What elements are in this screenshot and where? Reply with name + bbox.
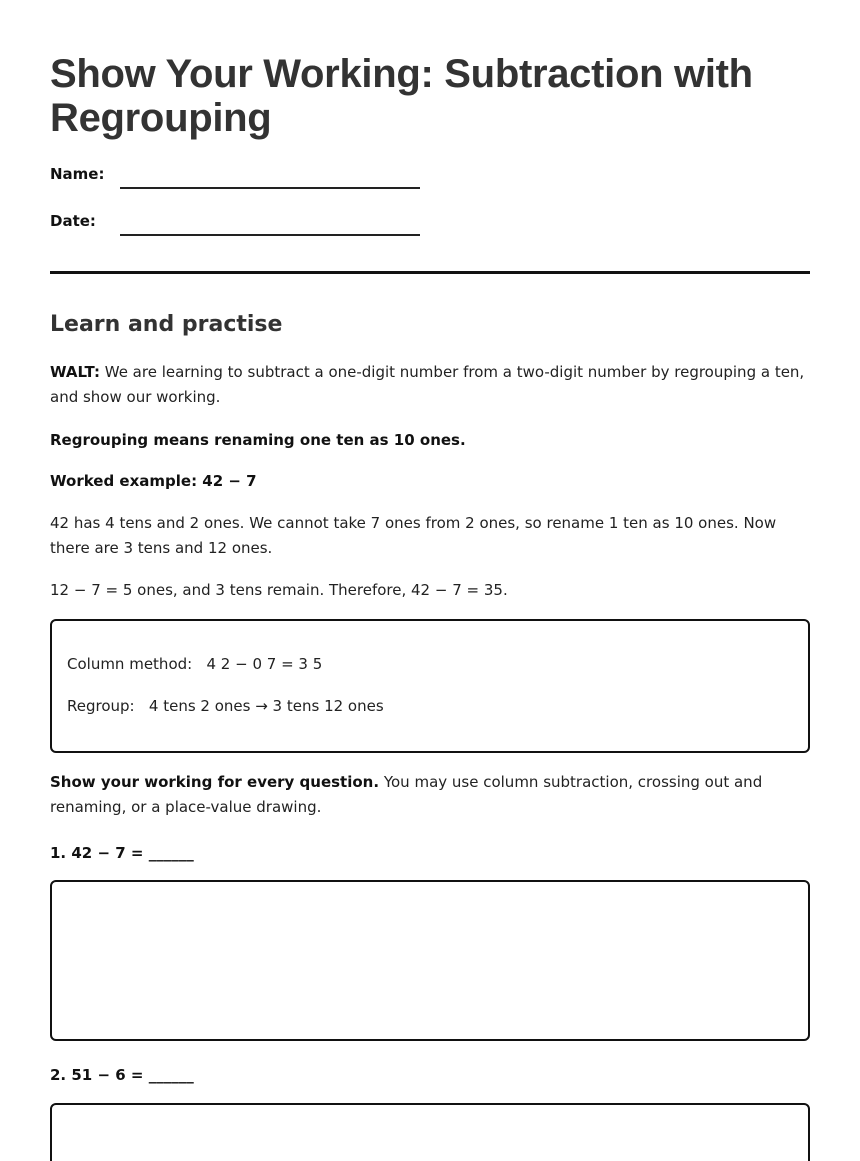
- question-2-answer-box[interactable]: [50, 1103, 810, 1161]
- question-1-answer-box[interactable]: [50, 880, 810, 1041]
- worked-example-title: Worked example: 42 − 7: [50, 472, 257, 490]
- explanation-paragraph: 42 has 4 tens and 2 ones. We cannot take 7 ones from 2 ones, so rename 1 ten as 10 ones. Now there are 3 tens and 12 ones.: [50, 514, 777, 557]
- question-1-label: 1. 42 − 7 = ______: [50, 844, 194, 862]
- walt-paragraph: [50, 360, 810, 410]
- instructions-rest: You may use column subtraction, crossing out and renaming, or a place-value drawing.: [50, 773, 763, 816]
- regroup-line: Regroup: 4 tens 2 ones → 3 tens 12 ones: [67, 697, 384, 715]
- instructions-paragraph: [50, 770, 810, 820]
- regroup-definition: Regrouping means renaming one ten as 10 ones.: [50, 431, 466, 449]
- header-divider: [50, 271, 810, 274]
- instructions-bold: Show your working for every question.: [50, 773, 380, 791]
- name-line[interactable]: [120, 187, 420, 189]
- question-2-label: 2. 51 − 6 = ______: [50, 1066, 194, 1084]
- walt-text: We are learning to subtract a one-digit number from a two-digit number by regrouping a ten, and show our working.: [50, 363, 805, 406]
- date-label: Date:: [50, 212, 96, 230]
- column-method-line: Column method: 4 2 − 0 7 = 3 5: [67, 655, 323, 673]
- section-heading: Learn and practise: [50, 312, 283, 337]
- walt-label: WALT:: [50, 363, 100, 381]
- page-title: Show Your Working: Subtraction with Regrouping: [50, 52, 753, 140]
- date-line[interactable]: [120, 234, 420, 236]
- name-label: Name:: [50, 165, 105, 183]
- result-paragraph: 12 − 7 = 5 ones, and 3 tens remain. Therefore, 42 − 7 = 35.: [50, 581, 508, 599]
- worked-example-box: [50, 619, 810, 753]
